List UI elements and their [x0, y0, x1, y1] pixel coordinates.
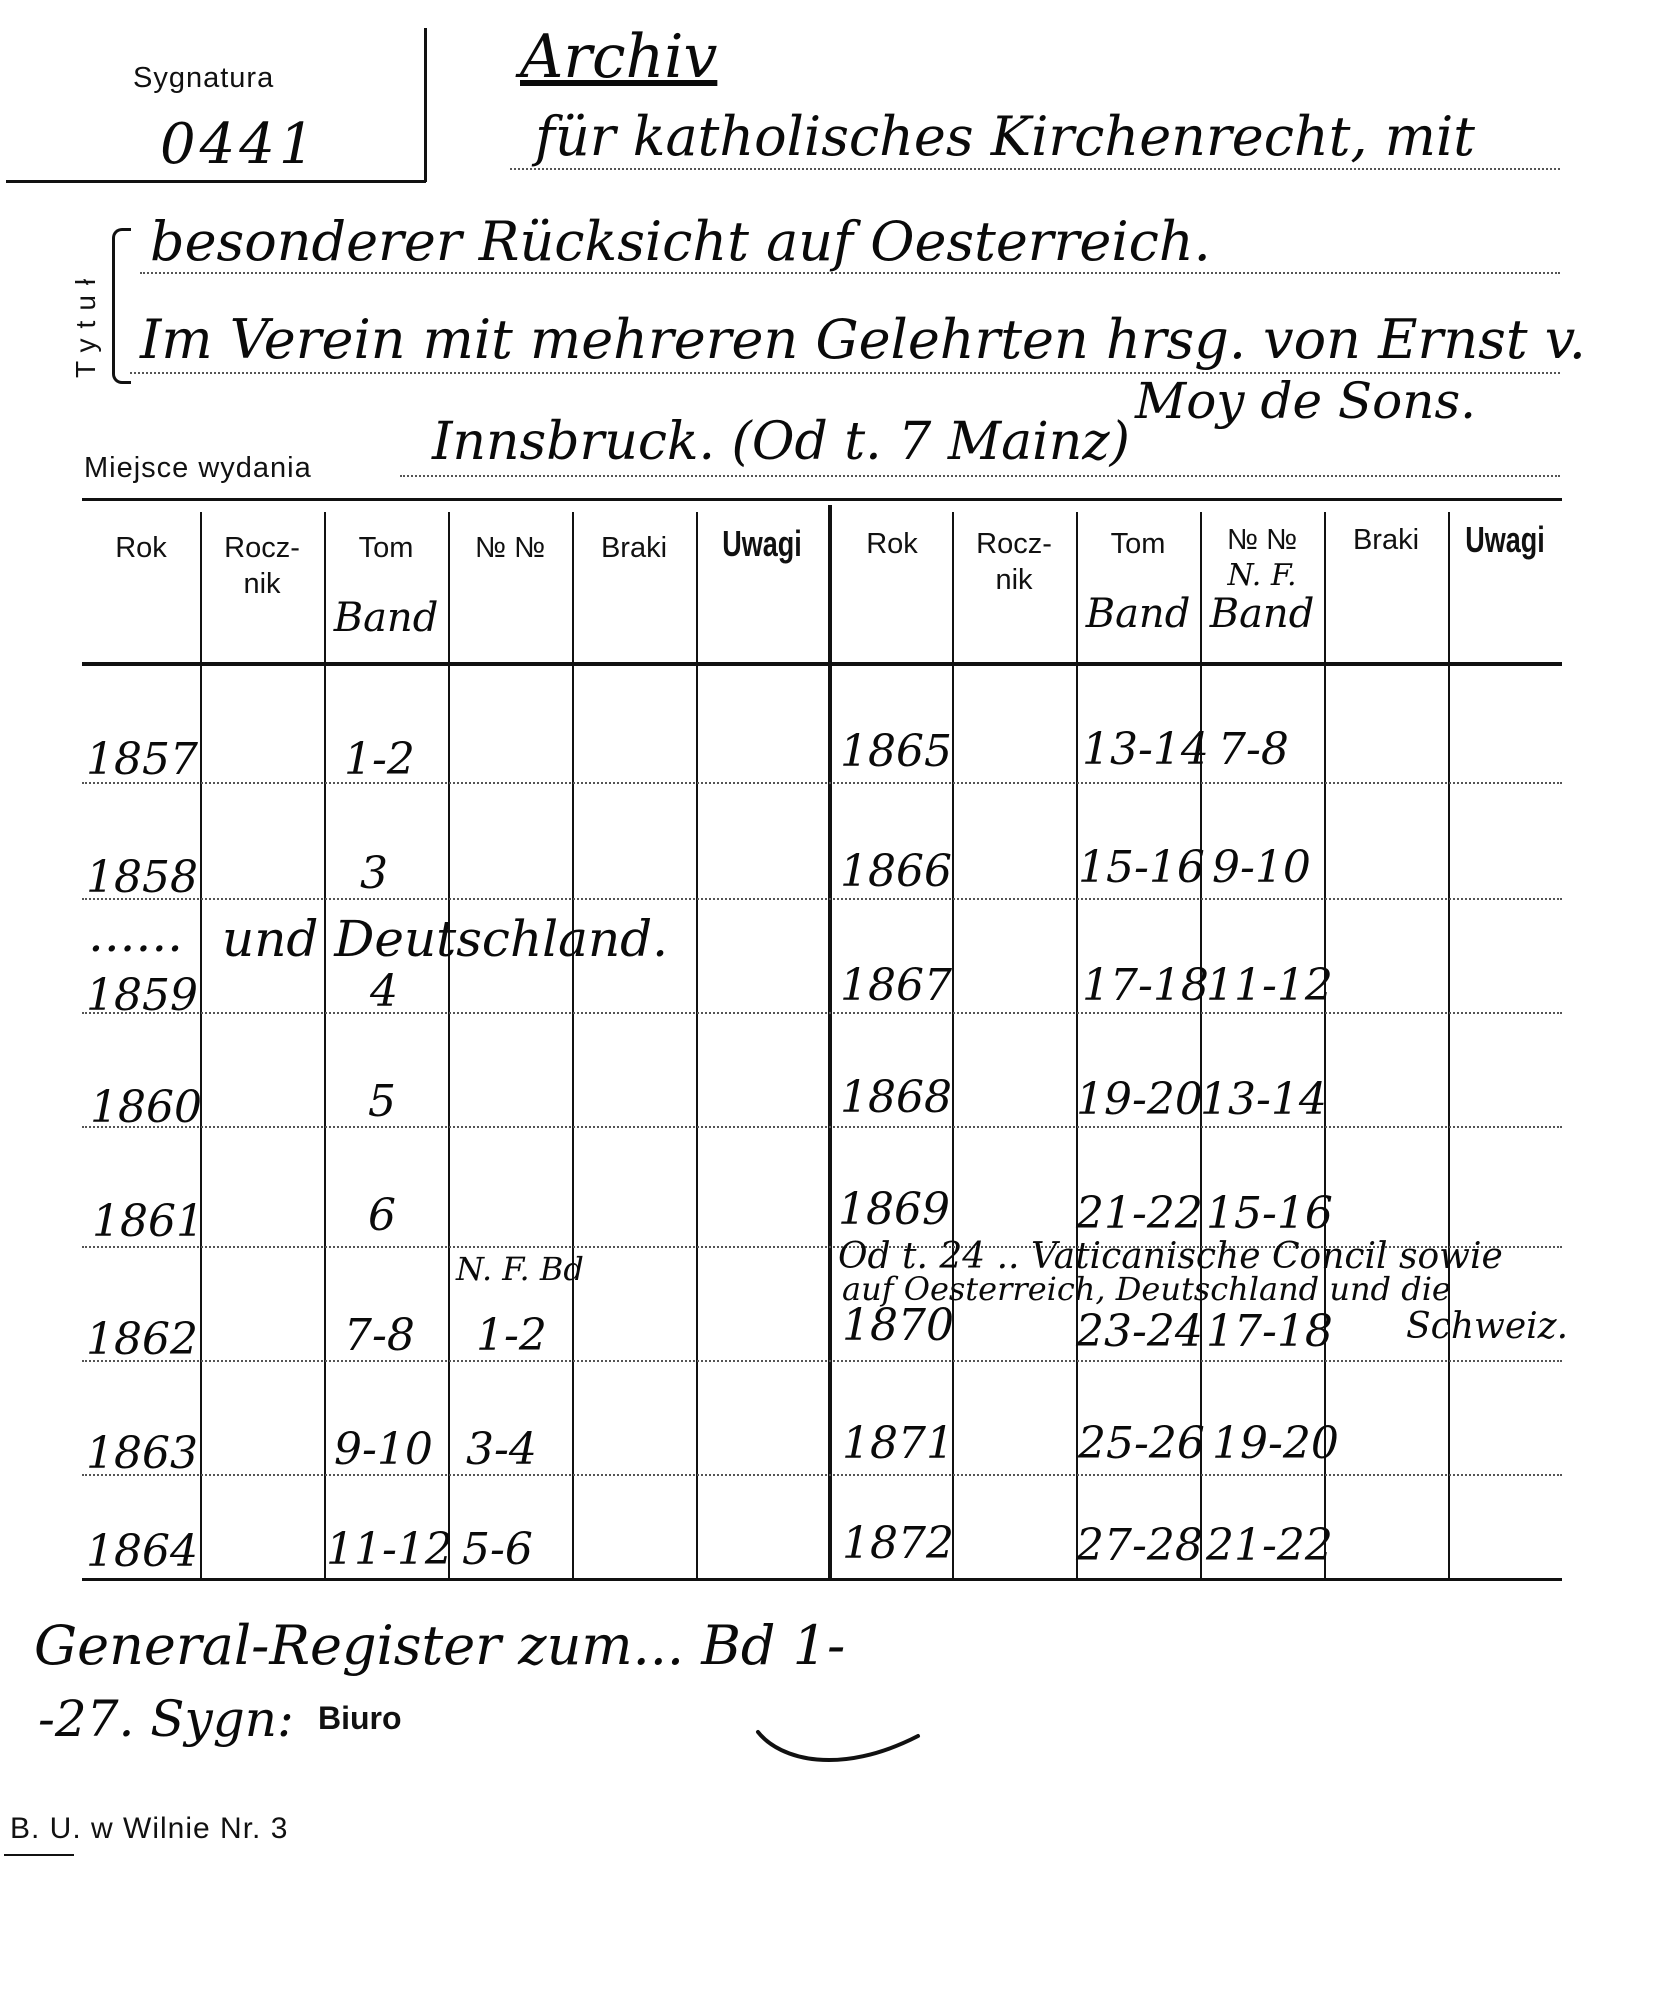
- note-1870-line-3: Schweiz.: [1406, 1306, 1569, 1347]
- title-line-1: Archiv: [520, 22, 718, 92]
- right-tom-1868: 19-20: [1076, 1074, 1203, 1125]
- place-label: Miejsce wydania: [84, 452, 312, 484]
- left-year-1862: 1862: [86, 1314, 198, 1365]
- left-year-1858: 1858: [86, 852, 198, 903]
- decorative-stroke: [750, 1720, 930, 1780]
- title-line-3: besonderer Rücksicht auf Oesterreich.: [150, 210, 1211, 273]
- right-tom-1866: 15-16: [1078, 842, 1205, 893]
- row-rule-7: [82, 1474, 1562, 1476]
- header-numery-right-hand-b: Band: [1209, 591, 1315, 637]
- header-braki-right: Braki: [1352, 524, 1420, 556]
- title-rule-3: [140, 272, 1560, 274]
- col-line-4: [572, 512, 574, 1578]
- title-bracket: [112, 228, 131, 384]
- left-tom-1864: 11-12: [326, 1524, 453, 1575]
- col-line-5: [696, 512, 698, 1578]
- note-nf-bd: N. F. Bd: [456, 1250, 584, 1288]
- right-year-1871: 1871: [842, 1418, 954, 1469]
- header-uwagi-right: Uwagi: [1465, 519, 1545, 560]
- header-tom-left: Tom: [358, 532, 414, 564]
- row-rule-2: [82, 898, 1562, 900]
- right-nr-1868: 13-14: [1200, 1074, 1327, 1125]
- header-tom-right-hand: Band: [1085, 591, 1191, 637]
- row-rule-4: [82, 1126, 1562, 1128]
- note-dots: ......: [90, 920, 186, 960]
- signature-box-right: [424, 28, 427, 182]
- right-year-1868: 1868: [840, 1072, 952, 1123]
- right-nr-1870: 17-18: [1206, 1306, 1333, 1357]
- title-side-label-text: Tytuł: [70, 268, 101, 378]
- header-uwagi-left: Uwagi: [722, 523, 802, 564]
- header-rok-right: Rok: [866, 528, 918, 560]
- title-line-2: für katholisches Kirchenrecht, mit: [535, 105, 1475, 168]
- right-tom-1872: 27-28: [1076, 1520, 1203, 1571]
- title-line-5: Moy de Sons.: [1135, 372, 1477, 430]
- right-nr-1865: 7-8: [1218, 724, 1289, 775]
- col-line-2: [324, 512, 326, 1578]
- right-tom-1867: 17-18: [1082, 960, 1209, 1011]
- header-rocznik-left-a: Rocz-: [224, 532, 300, 564]
- header-numery-right-hand-a: N. F.: [1227, 558, 1297, 593]
- left-year-1857: 1857: [86, 734, 198, 785]
- left-year-1864: 1864: [86, 1526, 198, 1577]
- right-year-1870: 1870: [842, 1300, 954, 1351]
- table-bottom-rule: [82, 1578, 1562, 1581]
- row-rule-6: [82, 1360, 1562, 1362]
- header-braki-left: Braki: [600, 532, 668, 564]
- right-tom-1870: 23-24: [1076, 1306, 1203, 1357]
- signature-label: Sygnatura: [133, 62, 275, 94]
- header-numery-right: № №: [1226, 524, 1298, 556]
- header-tom-right: Tom: [1110, 528, 1166, 560]
- col-line-3: [448, 512, 450, 1578]
- register-line-2: -27. Sygn:: [38, 1690, 294, 1748]
- title-side-label: [62, 238, 102, 378]
- header-rocznik-right-b: nik: [995, 564, 1033, 596]
- right-tom-1869: 21-22: [1076, 1188, 1203, 1239]
- table-header-rule: [82, 662, 1562, 666]
- row-rule-3: [82, 1012, 1562, 1014]
- register-line-1: General-Register zum... Bd 1-: [34, 1614, 846, 1677]
- right-year-1872: 1872: [842, 1518, 954, 1569]
- note-1870-line-2: auf Oesterreich, Deutschland und die: [842, 1270, 1451, 1308]
- right-year-1865: 1865: [840, 726, 952, 777]
- right-nr-1867: 11-12: [1206, 960, 1333, 1011]
- title-line-4: Im Verein mit mehreren Gelehrten hrsg. von Ernst v.: [140, 308, 1586, 371]
- table-top-rule: [82, 498, 1562, 501]
- left-tom-1861: 6: [368, 1190, 396, 1241]
- right-tom-1865: 13-14: [1082, 724, 1209, 775]
- left-tom-1857: 1-2: [344, 734, 415, 785]
- place-rule: [400, 475, 1560, 477]
- right-nr-1869: 15-16: [1206, 1188, 1333, 1239]
- left-year-1860: 1860: [90, 1082, 202, 1133]
- left-nr-1864: 5-6: [462, 1524, 533, 1575]
- right-nr-1866: 9-10: [1212, 842, 1311, 893]
- place-value: Innsbruck. (Od t. 7 Mainz): [432, 412, 1130, 472]
- left-tom-1859: 4: [370, 966, 398, 1017]
- signature-box-bottom: [6, 180, 426, 183]
- right-year-1869: 1869: [838, 1184, 950, 1235]
- title-rule-2: [510, 168, 1560, 170]
- header-rocznik-left-b: nik: [243, 568, 281, 600]
- left-tom-1863: 9-10: [334, 1424, 433, 1475]
- library-underline: [4, 1854, 74, 1856]
- row-rule-1: [82, 782, 1562, 784]
- col-line-mid: [828, 505, 832, 1578]
- right-year-1866: 1866: [840, 846, 952, 897]
- left-nr-1863: 3-4: [466, 1424, 537, 1475]
- left-nr-1862: 1-2: [476, 1310, 547, 1361]
- register-stamp: Biuro: [318, 1700, 402, 1736]
- right-nr-1872: 21-22: [1206, 1520, 1333, 1571]
- header-numery-left: № №: [474, 532, 546, 564]
- left-tom-1862: 7-8: [344, 1310, 415, 1361]
- left-year-1863: 1863: [86, 1428, 198, 1479]
- header-rok-left: Rok: [115, 532, 167, 564]
- note-und-deutschland: und Deutschland.: [222, 910, 669, 968]
- note-1870-line-1: Od t. 24 .. Vaticanische Concil sowie: [838, 1236, 1503, 1277]
- left-tom-1860: 5: [368, 1076, 396, 1127]
- library-label: B. U. w Wilnie Nr. 3: [10, 1812, 289, 1845]
- right-tom-1871: 25-26: [1078, 1418, 1205, 1469]
- signature-value: 0441: [160, 112, 319, 177]
- right-year-1867: 1867: [840, 960, 952, 1011]
- header-tom-left-hand: Band: [333, 595, 439, 641]
- left-year-1861: 1861: [92, 1196, 204, 1247]
- right-nr-1871: 19-20: [1212, 1418, 1339, 1469]
- col-line-1: [200, 512, 202, 1578]
- left-tom-1858: 3: [360, 848, 388, 899]
- left-year-1859: 1859: [86, 970, 198, 1021]
- header-rocznik-right-a: Rocz-: [976, 528, 1052, 560]
- col-line-11: [1448, 512, 1450, 1578]
